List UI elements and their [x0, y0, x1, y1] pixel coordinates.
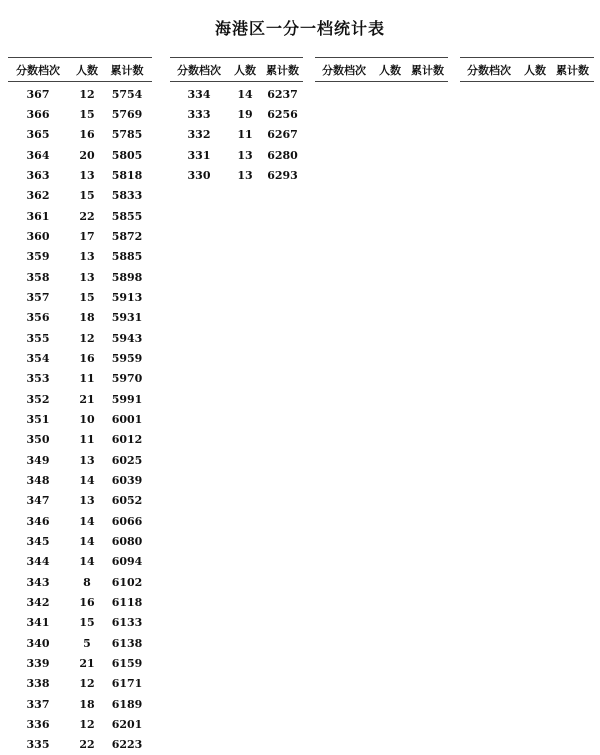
- table-row: [8, 572, 152, 592]
- cell-score: 351: [26, 412, 50, 426]
- cell-score: 343: [26, 575, 50, 589]
- cell-total: 6102: [111, 575, 143, 589]
- cell-score: 358: [26, 270, 50, 284]
- cell-count: 15: [79, 107, 95, 121]
- header-score: 分数档次: [322, 63, 366, 77]
- cell-total: 5991: [111, 392, 143, 406]
- cell-total: 5855: [111, 209, 143, 223]
- cell-total: 6001: [111, 412, 143, 426]
- cell-score: 356: [26, 311, 50, 325]
- table-body: [170, 82, 303, 186]
- cell-count: 22: [79, 738, 95, 752]
- cell-count: 10: [79, 412, 95, 426]
- cell-total: 6189: [111, 697, 143, 711]
- cell-score: 361: [26, 209, 50, 223]
- cell-count: 22: [79, 209, 95, 223]
- cell-count: 8: [83, 575, 91, 589]
- cell-score: 340: [26, 636, 50, 650]
- cell-score: 347: [26, 494, 50, 508]
- cell-count: 17: [79, 229, 95, 243]
- header-total: 累计数: [411, 63, 444, 77]
- cell-count: 13: [79, 270, 95, 284]
- header-count: 人数: [234, 63, 256, 77]
- cell-score: 341: [26, 616, 50, 630]
- cell-score: 350: [26, 433, 50, 447]
- table-row: [8, 226, 152, 246]
- table-row: [8, 450, 152, 470]
- cell-total: 6118: [111, 595, 143, 609]
- cell-total: 5818: [111, 168, 143, 182]
- table-row: [8, 165, 152, 185]
- cell-count: 15: [79, 616, 95, 630]
- cell-score: 359: [26, 250, 50, 264]
- cell-count: 14: [79, 555, 95, 569]
- cell-score: 337: [26, 697, 50, 711]
- cell-count: 11: [79, 433, 95, 447]
- cell-score: 345: [26, 534, 50, 548]
- table-row: [8, 552, 152, 572]
- cell-count: 11: [237, 128, 253, 142]
- table-row: [8, 145, 152, 165]
- table-column-3: [315, 57, 448, 84]
- cell-total: 5943: [111, 331, 143, 345]
- header-total: 累计数: [556, 63, 589, 77]
- cell-total: 6171: [111, 677, 143, 691]
- cell-score: 355: [26, 331, 50, 345]
- cell-score: 331: [187, 148, 211, 162]
- cell-score: 338: [26, 677, 50, 691]
- cell-score: 353: [26, 372, 50, 386]
- table-row: [8, 653, 152, 673]
- cell-count: 14: [79, 514, 95, 528]
- table-row: [8, 308, 152, 328]
- table-row: [8, 470, 152, 490]
- cell-score: 348: [26, 473, 50, 487]
- cell-score: 360: [26, 229, 50, 243]
- header-score: 分数档次: [177, 63, 221, 77]
- cell-score: 333: [187, 107, 211, 121]
- cell-count: 13: [237, 148, 253, 162]
- table-row: [170, 84, 303, 104]
- header-count: 人数: [524, 63, 546, 77]
- table-header: [170, 58, 303, 81]
- header-total: 累计数: [266, 63, 299, 77]
- cell-score: 334: [187, 87, 211, 101]
- cell-score: 342: [26, 595, 50, 609]
- cell-total: 5872: [111, 229, 143, 243]
- table-row: [8, 369, 152, 389]
- table-row: [8, 247, 152, 267]
- table-row: [8, 186, 152, 206]
- cell-count: 21: [79, 656, 95, 670]
- header-total: 累计数: [110, 63, 144, 77]
- header-count: 人数: [379, 63, 401, 77]
- cell-total: 5970: [111, 372, 143, 386]
- cell-total: 6280: [267, 148, 298, 162]
- cell-count: 14: [79, 534, 95, 548]
- cell-total: 6025: [111, 453, 143, 467]
- cell-total: 5769: [111, 107, 143, 121]
- cell-count: 21: [79, 392, 95, 406]
- cell-total: 6138: [111, 636, 143, 650]
- table-row: [8, 389, 152, 409]
- cell-total: 6012: [111, 433, 143, 447]
- cell-count: 5: [83, 636, 91, 650]
- table-row: [8, 125, 152, 145]
- cell-score: 346: [26, 514, 50, 528]
- table-row: [8, 287, 152, 307]
- table-row: [8, 694, 152, 714]
- table-row: [8, 430, 152, 450]
- table-row: [8, 511, 152, 531]
- table-body: [460, 82, 594, 84]
- cell-count: 11: [79, 372, 95, 386]
- cell-count: 16: [79, 128, 95, 142]
- table-row: [8, 328, 152, 348]
- cell-score: 362: [26, 189, 50, 203]
- table-header: [460, 58, 594, 81]
- table-row: [8, 674, 152, 694]
- cell-total: 6256: [267, 107, 298, 121]
- cell-count: 15: [79, 189, 95, 203]
- cell-score: 332: [187, 128, 211, 142]
- table-column-2: [170, 57, 303, 186]
- cell-score: 366: [26, 107, 50, 121]
- cell-count: 16: [79, 595, 95, 609]
- cell-total: 5833: [111, 189, 143, 203]
- cell-count: 13: [79, 250, 95, 264]
- cell-total: 6223: [111, 738, 143, 752]
- cell-score: 349: [26, 453, 50, 467]
- cell-total: 6201: [111, 717, 143, 731]
- table-row: [8, 531, 152, 551]
- cell-count: 19: [237, 107, 253, 121]
- cell-count: 12: [79, 677, 95, 691]
- cell-count: 20: [79, 148, 95, 162]
- cell-count: 18: [79, 311, 95, 325]
- table-row: [8, 206, 152, 226]
- cell-score: 357: [26, 290, 50, 304]
- table-row: [8, 633, 152, 653]
- cell-total: 5898: [111, 270, 143, 284]
- cell-total: 5931: [111, 311, 143, 325]
- table-body: [315, 82, 448, 84]
- table-header: [315, 58, 448, 81]
- cell-score: 336: [26, 717, 50, 731]
- header-count: 人数: [76, 63, 98, 77]
- cell-score: 367: [26, 87, 50, 101]
- cell-count: 14: [79, 473, 95, 487]
- cell-score: 365: [26, 128, 50, 142]
- cell-total: 5959: [111, 351, 143, 365]
- table-row: [170, 165, 303, 185]
- cell-total: 5754: [111, 87, 143, 101]
- cell-total: 5913: [111, 290, 143, 304]
- cell-total: 5885: [111, 250, 143, 264]
- cell-count: 13: [79, 453, 95, 467]
- table-row: [8, 491, 152, 511]
- cell-score: 335: [26, 738, 50, 752]
- table-row: [8, 613, 152, 633]
- header-score: 分数档次: [16, 63, 60, 77]
- table-row: [8, 735, 152, 755]
- cell-score: 352: [26, 392, 50, 406]
- cell-total: 6293: [267, 168, 298, 182]
- header-score: 分数档次: [467, 63, 511, 77]
- table-header: [8, 58, 152, 81]
- table-row: [8, 348, 152, 368]
- cell-total: 6094: [111, 555, 143, 569]
- table-row: [8, 592, 152, 612]
- cell-total: 5805: [111, 148, 143, 162]
- cell-count: 16: [79, 351, 95, 365]
- cell-count: 13: [237, 168, 253, 182]
- cell-count: 13: [79, 168, 95, 182]
- cell-total: 6133: [111, 616, 143, 630]
- table-column-4: [460, 57, 594, 84]
- page-title: 海港区一分一档统计表: [214, 19, 385, 38]
- cell-count: 12: [79, 87, 95, 101]
- table-row: [8, 267, 152, 287]
- cell-count: 14: [237, 87, 253, 101]
- cell-total: 5785: [111, 128, 143, 142]
- cell-score: 364: [26, 148, 50, 162]
- cell-total: 6066: [111, 514, 143, 528]
- cell-score: 344: [26, 555, 50, 569]
- table-row: [8, 84, 152, 104]
- cell-total: 6039: [111, 473, 143, 487]
- cell-score: 354: [26, 351, 50, 365]
- cell-score: 339: [26, 656, 50, 670]
- table-row: [170, 145, 303, 165]
- cell-count: 18: [79, 697, 95, 711]
- cell-total: 6052: [111, 494, 143, 508]
- cell-total: 6267: [267, 128, 298, 142]
- table-row: [170, 104, 303, 124]
- cell-count: 13: [79, 494, 95, 508]
- cell-count: 12: [79, 717, 95, 731]
- table-row: [8, 104, 152, 124]
- table-row: [8, 714, 152, 734]
- cell-total: 6237: [267, 87, 298, 101]
- cell-score: 363: [26, 168, 50, 182]
- cell-score: 330: [187, 168, 211, 182]
- cell-count: 15: [79, 290, 95, 304]
- table-row: [8, 409, 152, 429]
- table-column-1: [8, 57, 152, 755]
- cell-total: 6159: [111, 656, 143, 670]
- cell-count: 12: [79, 331, 95, 345]
- cell-total: 6080: [111, 534, 143, 548]
- table-row: [170, 125, 303, 145]
- table-body: [8, 82, 152, 755]
